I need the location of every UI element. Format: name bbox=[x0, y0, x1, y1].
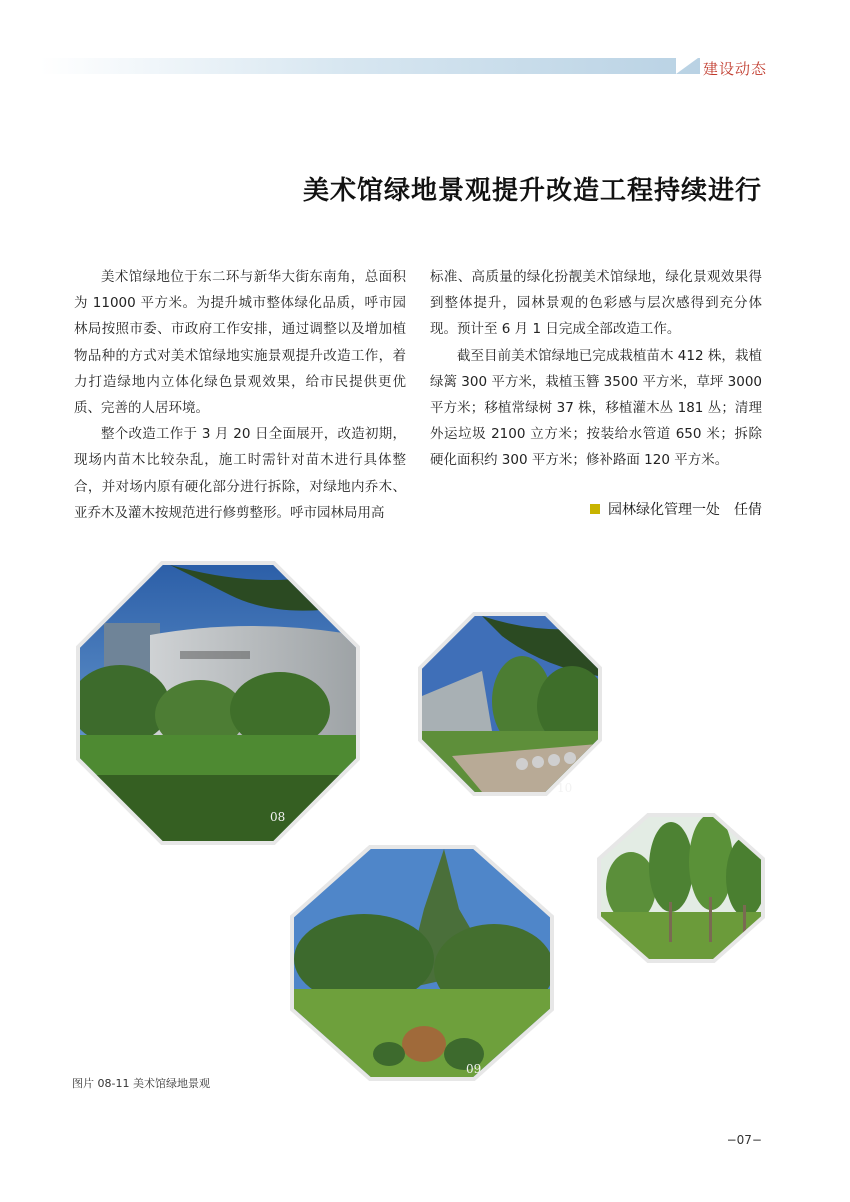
photo-10-image bbox=[422, 616, 598, 792]
photo-number-08: 08 bbox=[270, 810, 286, 824]
section-label: 建设动态 bbox=[703, 60, 768, 78]
article-column-right bbox=[430, 264, 762, 474]
photo-number-09: 09 bbox=[466, 1062, 482, 1076]
photo-10 bbox=[422, 616, 598, 792]
article-column-left bbox=[74, 264, 406, 526]
paragraph-3: 截至目前美术馆绿地已完成栽植苗木 412 株，栽植绿篱 300 平方米，栽植玉簪 3500 平方米，草坪 3000 平方米；移植常绿树 37 株，移植灌木丛 181 丛；清理外运垃圾 2100 立方米；按装给水管道 650 米；拆除硬化面积约 300 平方米；修补路面 120 平方米。 bbox=[430, 347, 762, 469]
paragraph-2-continued: 标准、高质量的绿化扮靓美术馆绿地，绿化景观效果得到整体提升，园林景观的色彩感与层次感得到充分体现。预计至 6 月 1 日完成全部改造工作。 bbox=[430, 269, 762, 338]
figure-caption: 图片 08-11 美术馆绿地景观 bbox=[72, 1077, 210, 1090]
header-notch bbox=[676, 58, 698, 74]
photo-08 bbox=[80, 565, 356, 841]
author-line bbox=[590, 499, 762, 519]
square-bullet-icon bbox=[590, 504, 600, 514]
paragraph-2: 整个改造工作于 3 月 20 日全面展开，改造初期，现场内苗木比较杂乱，施工时需针对苗木进行具体整合，并对场内原有硬化部分进行拆除，对绿地内乔木、亚乔木及灌木按规范进行修剪整形。呼市园林局用高 bbox=[74, 426, 406, 521]
page-number: −07− bbox=[726, 1133, 762, 1147]
article-title: 美术馆绿地景观提升改造工程持续进行 bbox=[302, 176, 762, 206]
header-bar bbox=[40, 58, 700, 74]
author-name: 园林绿化管理一处 任倩 bbox=[608, 502, 762, 518]
photo-08-image bbox=[80, 565, 356, 841]
photo-number-10: 10 bbox=[557, 781, 573, 795]
paragraph-1: 美术馆绿地位于东二环与新华大街东南角，总面积为 11000 平方米。为提升城市整体绿化品质，呼市园林局按照市委、市政府工作安排，通过调整以及增加植物品种的方式对美术馆绿地实施景观提升改造工作，着力打造绿地内立体化绿色景观效果，给市民提供更优质、完善的人居环境。 bbox=[74, 269, 406, 417]
